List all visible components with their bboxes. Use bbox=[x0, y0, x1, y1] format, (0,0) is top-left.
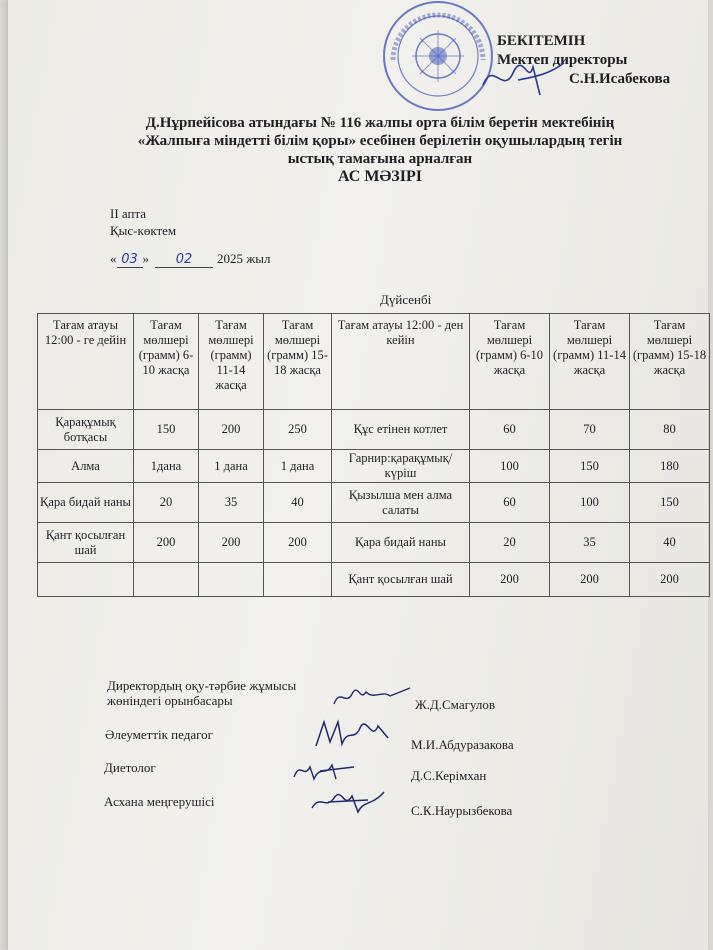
portion-cell: 200 bbox=[199, 523, 264, 563]
signatory-name-3: Д.С.Керімхан bbox=[411, 768, 487, 783]
approval-position: Мектеп директоры bbox=[497, 52, 628, 68]
portion-cell: 80 bbox=[630, 410, 710, 450]
table-row bbox=[38, 563, 710, 597]
dish-name-cell: Қызылша мен алма салаты bbox=[332, 483, 470, 523]
header-cell: Тағам мөлшері (грамм) 6-10 жасқа bbox=[134, 314, 199, 410]
portion-cell: 200 bbox=[630, 563, 710, 597]
title-menu-heading: АС МӘЗІРІ bbox=[338, 168, 422, 185]
header-cell: Тағам мөлшері (грамм) 6-10 жасқа bbox=[470, 314, 550, 410]
portion-cell bbox=[134, 563, 199, 597]
portion-cell: 100 bbox=[550, 483, 630, 523]
week-number: II апта bbox=[110, 206, 147, 221]
portion-cell: 150 bbox=[550, 450, 630, 483]
portion-cell: 250 bbox=[264, 410, 332, 450]
portion-cell: 35 bbox=[199, 483, 264, 523]
portion-cell bbox=[199, 563, 264, 597]
date-year: 2025 жыл bbox=[217, 251, 271, 266]
portion-cell: 20 bbox=[134, 483, 199, 523]
day-of-week: Дүйсенбі bbox=[380, 292, 432, 307]
portion-cell: 70 bbox=[550, 410, 630, 450]
date-open-quote: « bbox=[110, 251, 117, 266]
signature-2 bbox=[312, 716, 392, 752]
signatory-role-1: Директордың оқу-тәрбие жұмысы жөніндегі орынбасары bbox=[107, 678, 297, 708]
header-cell: Тағам мөлшері (грамм) 15-18 жасқа bbox=[264, 314, 332, 410]
document-title bbox=[60, 114, 700, 186]
approval-title: БЕКІТЕМІН bbox=[497, 33, 586, 49]
table-row bbox=[38, 450, 710, 483]
portion-cell: 1 дана bbox=[199, 450, 264, 483]
director-signature bbox=[478, 55, 568, 100]
portion-cell: 200 bbox=[199, 410, 264, 450]
portion-cell: 200 bbox=[470, 563, 550, 597]
table-row bbox=[38, 483, 710, 523]
approval-director-name: С.Н.Исабекова bbox=[569, 71, 671, 87]
dish-name-cell: Қара бидай наны bbox=[38, 483, 134, 523]
portion-cell: 60 bbox=[470, 410, 550, 450]
signatory-role-2: Әлеуметтік педагог bbox=[105, 727, 213, 742]
portion-cell: 180 bbox=[630, 450, 710, 483]
dish-name-cell: Қара бидай наны bbox=[332, 523, 470, 563]
dish-name-cell: Қант қосылған шай bbox=[332, 563, 470, 597]
signatory-name-2: М.И.Абдуразакова bbox=[411, 737, 514, 752]
portion-cell: 40 bbox=[264, 483, 332, 523]
table-row bbox=[38, 523, 710, 563]
signatory-name-4: С.К.Наурызбекова bbox=[411, 803, 513, 818]
dish-name-cell: Қарақұмық ботқасы bbox=[38, 410, 134, 450]
portion-cell: 1дана bbox=[134, 450, 199, 483]
portion-cell: 60 bbox=[470, 483, 550, 523]
date-line bbox=[110, 251, 270, 268]
signatory-name-1: Ж.Д.Смагулов bbox=[415, 697, 495, 712]
title-line-3: ыстық тамағына арналған bbox=[287, 151, 473, 167]
table-row bbox=[38, 410, 710, 450]
portion-cell bbox=[264, 563, 332, 597]
week-info bbox=[110, 205, 176, 239]
portion-cell: 20 bbox=[470, 523, 550, 563]
title-line-1: Д.Нұрпейісова атындағы № 116 жалпы орта білім беретін мектебінің bbox=[145, 115, 615, 131]
date-day: 03 bbox=[117, 252, 143, 268]
signature-1 bbox=[330, 682, 415, 712]
dish-name-cell: Құс етінен котлет bbox=[332, 410, 470, 450]
menu-table bbox=[37, 313, 710, 597]
header-cell: Тағам мөлшері (грамм) 11-14 жасқа bbox=[550, 314, 630, 410]
header-cell: Тағам мөлшері (грамм) 15-18 жасқа bbox=[630, 314, 710, 410]
dish-name-cell: Гарнир:қарақұмық/ күріш bbox=[332, 450, 470, 483]
portion-cell: 35 bbox=[550, 523, 630, 563]
portion-cell: 40 bbox=[630, 523, 710, 563]
table-header-row bbox=[38, 314, 710, 410]
date-close-quote: » bbox=[142, 251, 149, 266]
portion-cell: 200 bbox=[550, 563, 630, 597]
season: Қыс-көктем bbox=[110, 223, 177, 238]
header-cell: Тағам атауы 12:00 - ден кейін bbox=[332, 314, 470, 410]
signatory-role-4: Асхана меңгерушісі bbox=[104, 794, 215, 809]
signatory-role-3: Диетолог bbox=[104, 760, 156, 775]
date-month: 02 bbox=[155, 252, 213, 268]
dish-name-cell: Алма bbox=[38, 450, 134, 483]
dish-name-cell bbox=[38, 563, 134, 597]
header-cell: Тағам атауы 12:00 - ге дейін bbox=[38, 314, 134, 410]
dish-name-cell: Қант қосылған шай bbox=[38, 523, 134, 563]
portion-cell: 200 bbox=[264, 523, 332, 563]
signature-3 bbox=[290, 757, 360, 783]
portion-cell: 100 bbox=[470, 450, 550, 483]
portion-cell: 1 дана bbox=[264, 450, 332, 483]
portion-cell: 150 bbox=[630, 483, 710, 523]
signature-4 bbox=[308, 786, 388, 818]
header-cell: Тағам мөлшері (грамм) 11-14 жасқа bbox=[199, 314, 264, 410]
portion-cell: 200 bbox=[134, 523, 199, 563]
title-line-2: «Жалпыға міндетті білім қоры» есебінен берілетін оқушылардың тегін bbox=[137, 133, 623, 149]
portion-cell: 150 bbox=[134, 410, 199, 450]
